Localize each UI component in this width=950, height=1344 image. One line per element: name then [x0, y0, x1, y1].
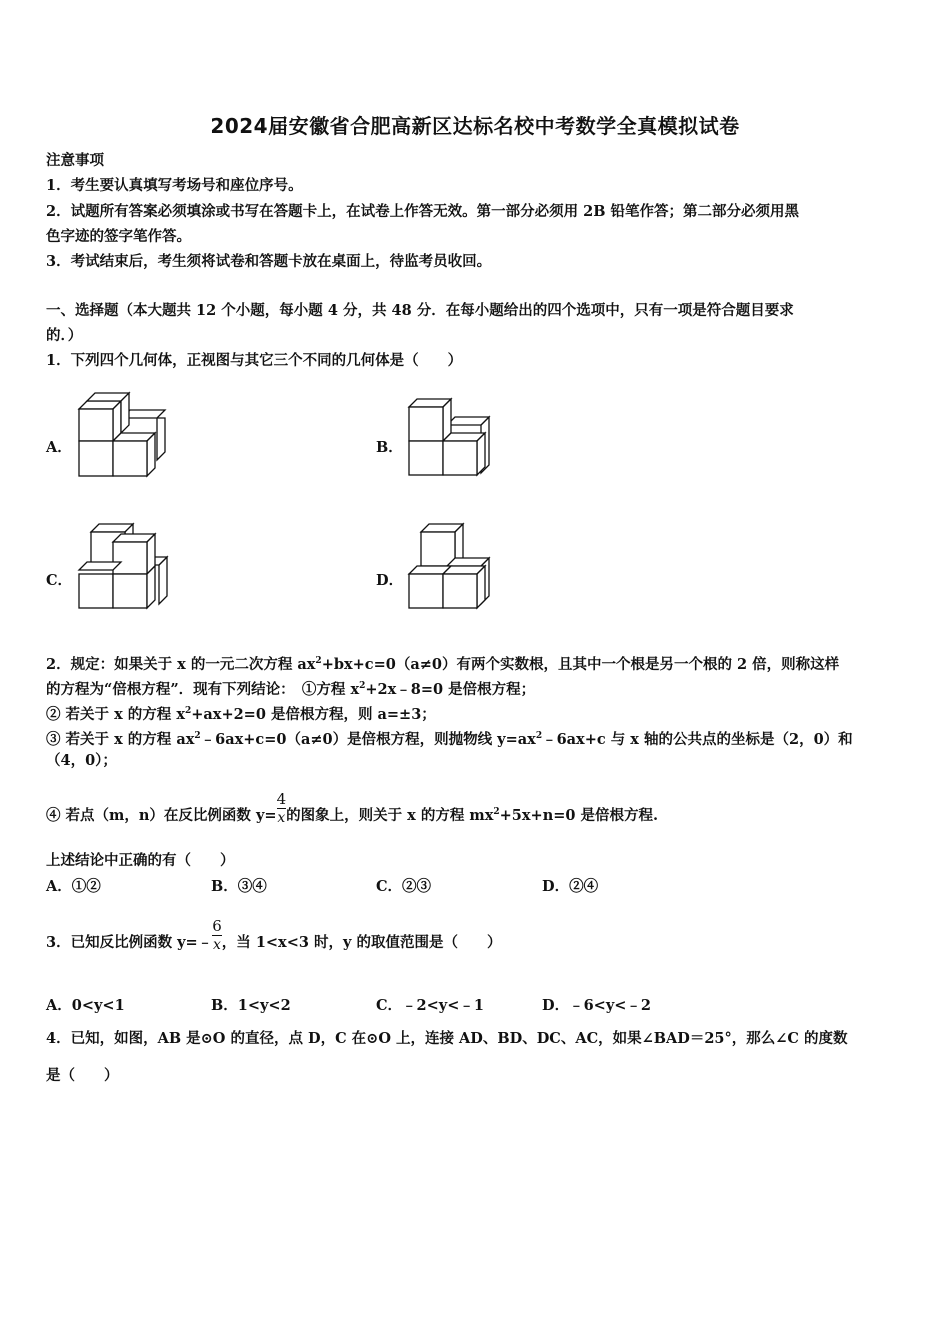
superscript: 2 — [184, 706, 192, 716]
q2-text: ﹣6ax+c=0（a≠0）是倍根方程，则抛物线 y=ax — [200, 731, 536, 748]
q2-text: +2x﹣8=0 是倍根方程； — [365, 681, 536, 698]
fraction — [277, 790, 287, 827]
fraction-denominator: x — [277, 809, 286, 826]
question-4-stem-cont: 是（ ） — [46, 1067, 119, 1084]
cube-stack-figure-a — [75, 383, 175, 478]
superscript: 2 — [194, 731, 201, 741]
q2-text: ④ 若点（m，n）在反比例函数 y= — [46, 807, 277, 824]
fraction-numerator: 4 — [276, 789, 287, 808]
question-2-line — [46, 700, 906, 726]
superscript: 2 — [493, 807, 500, 817]
choice-d: D．﹣6<y<﹣2 — [542, 997, 651, 1014]
q2-text: 2．规定：如果关于 x 的一元二次方程 ax — [46, 656, 316, 673]
notice-item: 3．考试结束后，考生须将试卷和答题卡放在桌面上，待监考员收回。 — [46, 253, 492, 270]
superscript: 2 — [535, 731, 543, 741]
choice-b: B．1<y<2 — [211, 997, 291, 1014]
option-c-label: C． — [46, 572, 73, 589]
cube-stack-figure-b — [405, 395, 505, 480]
page-title: 2024届安徽省合肥高新区达标名校中考数学全真模拟试卷 — [210, 114, 740, 138]
choice-c: C．②③ — [376, 878, 432, 895]
question-2-line — [46, 725, 906, 751]
q2-text: ﹣6ax+c 与 x 轴的公共点的坐标是（2，0）和 — [542, 731, 853, 748]
fraction-numerator: 6 — [212, 916, 222, 935]
choice-b: B．③④ — [211, 878, 267, 895]
cube-stack-figure-d — [405, 518, 505, 612]
notice-item: 2．试题所有答案必须填涂或书写在答题卡上，在试卷上作答无效。第一部分必须用 2B 铅笔作答；第二部分必须用黑 — [46, 203, 800, 220]
option-a-label: A． — [46, 439, 72, 456]
question-2-line — [46, 789, 906, 836]
q2-text: 的图象上，则关于 x 的方程 mx — [286, 807, 494, 824]
choice-c: C．﹣2<y<﹣1 — [376, 997, 484, 1014]
superscript: 2 — [359, 681, 366, 691]
question-2-line — [46, 675, 906, 701]
question-2-ask: 上述结论中正确的有（ ） — [46, 852, 235, 869]
q2-text: ③ 若关于 x 的方程 ax — [46, 731, 195, 748]
option-d-label: D． — [376, 572, 404, 589]
choice-a: A．0<y<1 — [46, 997, 125, 1014]
superscript: 2 — [315, 656, 322, 666]
notice-item: 色字迹的签字笔作答。 — [46, 228, 191, 245]
q2-text: +ax+2=0 是倍根方程，则 a=±3； — [191, 706, 436, 723]
q2-text: +bx+c=0（a≠0）有两个实数根，且其中一个根是另一个根的 2 倍，则称这样 — [321, 656, 840, 673]
question-3-stem — [46, 916, 906, 966]
fraction — [212, 917, 222, 954]
cube-stack-figure-c — [75, 520, 175, 612]
q2-text: 的方程为“倍根方程”．现有下列结论： ①方程 x — [46, 681, 360, 698]
q3-text: ，当 1<x<3 时，y 的取值范围是（ ） — [221, 934, 502, 951]
question-2-line — [46, 650, 906, 676]
notice-heading: 注意事项 — [46, 152, 104, 169]
q2-text: ② 若关于 x 的方程 x — [46, 706, 185, 723]
q3-text: 3．已知反比例函数 y=﹣ — [46, 934, 213, 951]
notice-item: 1．考生要认真填写考场号和座位序号。 — [46, 177, 303, 194]
section-header: 一、选择题（本大题共 12 个小题，每小题 4 分，共 48 分．在每小题给出的四个选项中，只有一项是符合题目要求 — [46, 302, 794, 319]
fraction-denominator: x — [213, 936, 221, 953]
question-4-stem: 4．已知，如图，AB 是⊙O 的直径，点 D，C 在⊙O 上，连接 AD、BD、DC、AC，如果∠BAD＝25°，那么∠C 的度数 — [46, 1030, 848, 1047]
option-b-label: B． — [376, 439, 403, 456]
choice-a: A．①② — [46, 878, 101, 895]
question-1-stem: 1．下列四个几何体，正视图与其它三个不同的几何体是（ ） — [46, 352, 463, 369]
question-2-line: （4，0）； — [46, 752, 117, 769]
q2-text: +5x+n=0 是倍根方程. — [499, 807, 659, 824]
choice-d: D．②④ — [542, 878, 599, 895]
section-header-cont: 的．） — [46, 327, 83, 344]
